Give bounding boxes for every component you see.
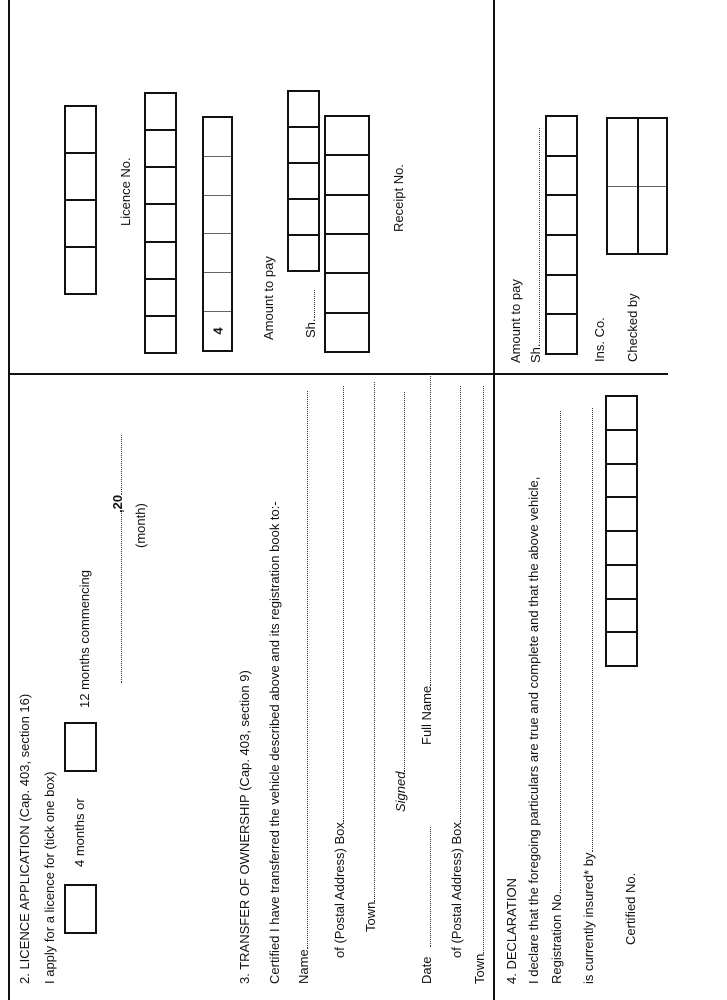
office-cell [547,117,576,155]
commencing-date-line[interactable] [111,435,124,683]
amount-mid-boxes[interactable] [287,90,320,272]
left-border [8,0,10,1000]
four-months-checkbox[interactable] [64,884,97,934]
licence-prefix-boxes[interactable] [202,116,233,352]
licence-no-label: Licence No. [118,157,133,226]
licence-cell [146,129,175,166]
amount-mid-cell [289,198,318,234]
name-label: Name [296,949,311,984]
apply-text: I apply for a licence for (tick one box) [42,771,57,984]
amount-top-label: Amount to pay [508,279,523,363]
receipt-cell [326,312,368,351]
full-name-field[interactable] [420,374,433,745]
amount-top-field[interactable] [529,128,542,363]
amount-top-boxes[interactable] [64,105,97,295]
transferee-box-field[interactable] [333,386,346,958]
checked-cell [608,119,637,186]
office-code-boxes[interactable] [545,115,578,355]
transferor-town-field[interactable] [473,386,486,984]
amount-mid-cell [289,162,318,198]
amount-mid-cell [289,92,318,126]
amount-cell [66,199,95,246]
amount-mid-label: Amount to pay [261,256,276,340]
licence-cell [146,241,175,278]
registration-label: Registration No. [549,890,564,984]
date-field[interactable] [420,827,433,984]
certificate-cell [607,631,636,665]
prefix-cell [204,195,231,234]
receipt-cell [326,233,368,272]
declaration-text: I declare that the foregoing particulars are true and complete and that the above vehicle, [526,476,541,984]
twelve-months-checkbox[interactable] [64,722,97,772]
receipt-cell [326,154,368,193]
prefilled-digit: 4 [210,327,225,335]
transferor-box-field[interactable] [450,386,463,958]
sh-top-label: Sh. [528,343,543,363]
box-label: of (Postal Address) Box [332,822,347,958]
signed-label: Signed [393,771,408,812]
registration-field[interactable] [550,411,563,984]
licence-cell [146,278,175,315]
checked-cell [639,186,666,254]
certificate-cell [607,564,636,598]
vertical-divider [493,0,495,1000]
receipt-no-label: Receipt No. [391,164,406,232]
checked-by-label: Checked by [625,293,640,362]
twelve-months-label: 12 months commencing [77,569,92,708]
checked-cell [608,186,637,254]
section3-heading: 3. TRANSFER OF OWNERSHIP (Cap. 403, section 9) [237,670,252,984]
certificate-cell [607,463,636,497]
year-prefix: ,20 [110,494,125,513]
certified-no-label: Certified No. [623,872,638,945]
amount-cell [66,152,95,199]
prefix-cell [204,156,231,195]
licence-number-boxes[interactable] [144,92,177,354]
certificate-cell [607,598,636,632]
certificate-number-boxes[interactable] [605,395,638,667]
certificate-cell [607,429,636,463]
transferee-town-field[interactable] [364,382,377,932]
month-caption: (month) [133,503,148,548]
amount-mid-field[interactable] [304,290,317,338]
insurer-field[interactable] [582,409,595,985]
sh-mid-label: Sh. [303,318,318,338]
certificate-cell [607,530,636,564]
horizontal-divider [8,373,668,375]
prefix-cell [204,272,231,311]
licence-cell [146,203,175,240]
signed-field[interactable] [394,392,407,812]
section2-heading: 2. LICENCE APPLICATION (Cap. 403, section 16) [17,693,32,984]
prefix-cell [204,311,231,350]
checked-cell [639,119,666,186]
prefix-cell [204,233,231,272]
insured-label: is currently insured* by [581,852,596,984]
certificate-cell [607,397,636,429]
amount-cell [66,246,95,293]
amount-mid-cell [289,234,318,270]
office-cell [547,194,576,234]
amount-mid-cell [289,126,318,162]
section4-heading: 4. DECLARATION [504,878,519,984]
transfer-certified-text: Certified I have transferred the vehicle described above and its registration book to:- [267,501,282,984]
prefix-cell [204,118,231,156]
transferee-name-field[interactable] [297,391,310,984]
office-cell [547,155,576,195]
licence-cell [146,166,175,203]
checked-by-box-right[interactable] [637,117,668,255]
receipt-cell [326,194,368,233]
town-label: Town [363,901,378,932]
receipt-number-boxes[interactable] [324,115,370,353]
ins-co-label: Ins. Co. [592,317,607,362]
office-cell [547,234,576,274]
receipt-cell [326,272,368,311]
amount-cell [66,107,95,152]
certificate-cell [607,496,636,530]
office-cell [547,313,576,353]
town2-label: Town [472,953,487,984]
licence-cell [146,315,175,352]
office-cell [547,274,576,314]
box2-label: of (Postal Address) Box [449,822,464,958]
date-label: Date [419,956,434,984]
full-name-label: Full Name [419,685,434,745]
four-months-label: 4 months or [72,798,87,867]
checked-by-box-left[interactable] [606,117,639,255]
receipt-cell [326,117,368,154]
licence-cell [146,94,175,129]
